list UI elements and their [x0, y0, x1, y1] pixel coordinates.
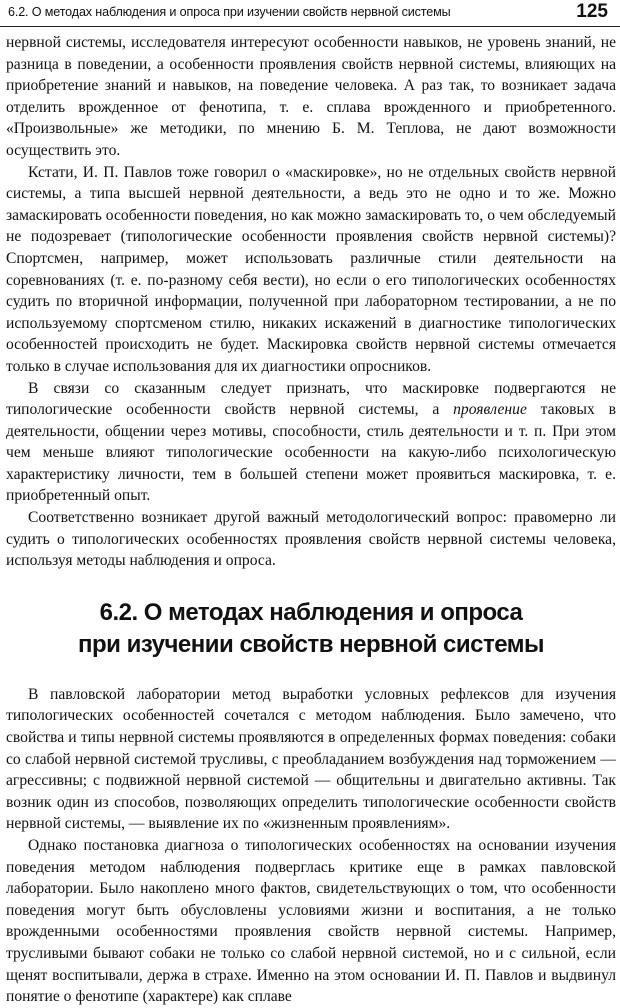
paragraph-text: нервной системы, исследователя интересуют особенности навыков, не уровень знаний, не разница в поведении, а особенности проявления свойств нервной системы, влияющих на приобретение знаний и навыков, на поведение человека. А раз так, то возникает задача отделить врожденное от фенотипа, т. е. сплава врожденного и приобретенного. «Произвольные» же методики, по мнению Б. М. Теплова, не дают возможности осуществить это. [6, 34, 616, 159]
paragraph-text: Кстати, И. П. Павлов тоже говорил о «маскировке», но не отдельных свойств нервной системы, а типа высшей нервной деятельности, а ведь это не одно и то же. Можно замаскировать особенности поведения, но как можно замаскировать то, о чем обследуемый не подозревает (типологические особенности проявления свойств нервной системы)? Спортсмен, например, может использовать различные стили деятельности на соревнованиях (т. е. по-разному себя вести), но если о его типологических особенностях судить по вторичной информации, полученной при лабораторном тестировании, а не по используемому спортсменом стилю, никаких искажений в диагностике типологических особенностей происходить не будет. Маскировка свойств нервной системы отмечается только в случае использования для их диагностики опросников. [6, 163, 616, 375]
paragraph-text: В павловской лаборатории метод выработки условных рефлексов для изучения типологических особенностей сочетался с методом наблюдения. Было замечено, что свойства и типы нервной системы проявляются в определенных формах поведения: собаки со слабой нервной системой трусливы, с преобладанием возбуждения над торможением — агрессивны; с подвижной нервной системой — общительны и двигательно активны. Так возник один из способов, позволяющих определить типологические особенности свойств нервной системы, — выявление их по «жизненным проявлениям». [6, 685, 616, 833]
body-text [6, 32, 616, 1008]
paragraph [6, 162, 616, 378]
paragraph-text: Однако постановка диагноза о типологических особенностях на основании изучения поведения методом наблюдения подверглась критике еще в рамках павловской лаборатории. Было накоплено много фактов, свидетельствующих о том, что особенности поведения могут быть обусловлены условиями жизни и воспитания, а не только врожденными особенностями проявления свойств нервной системы. Например, трусливыми бывают собаки не только со слабой нервной системой, но и с сильной, если щенят воспитывали, держа в страхе. Именно на этом основании И. П. Павлов и выдвинул понятие о фенотипе (характере) как сплаве [6, 837, 616, 1006]
paragraph [6, 378, 616, 508]
paragraphs-after-heading [6, 684, 616, 1008]
paragraphs-before-heading [6, 32, 616, 572]
paragraph [6, 507, 616, 572]
paragraph [6, 684, 616, 835]
paragraph-text: таковых в деятельности, общении через мотивы, способности, стиль деятельности и т. п. При этом чем меньше влияют типологические особенности на какую-либо психологическую характеристику личности, тем в большей степени может проявиться маскировка, т. е. приобретенный опыт. [6, 401, 616, 505]
emphasized-text: проявление [453, 401, 527, 419]
section-heading-line-2: при изучении свойств нервной системы [77, 630, 544, 658]
running-title: 6.2. О методах наблюдения и опроса при изучении свойств нервной системы [8, 5, 451, 19]
paragraph [6, 32, 616, 162]
paragraph [6, 835, 616, 1008]
page-number: 125 [576, 1, 608, 22]
section-heading-line-1: 6.2. О методах наблюдения и опроса [99, 598, 523, 626]
running-header [0, 0, 620, 27]
paragraph-text: В связи со сказанным следует признать, что маскировке подвергаются не типологические особенности свойств нервной системы, а [6, 379, 616, 419]
section-heading [6, 597, 616, 661]
paragraph-text: Соответственно возникает другой важный методологический вопрос: правомерно ли судить о типологических особенностях проявления свойств нервной системы человека, используя методы наблюдения и опроса. [6, 509, 616, 570]
